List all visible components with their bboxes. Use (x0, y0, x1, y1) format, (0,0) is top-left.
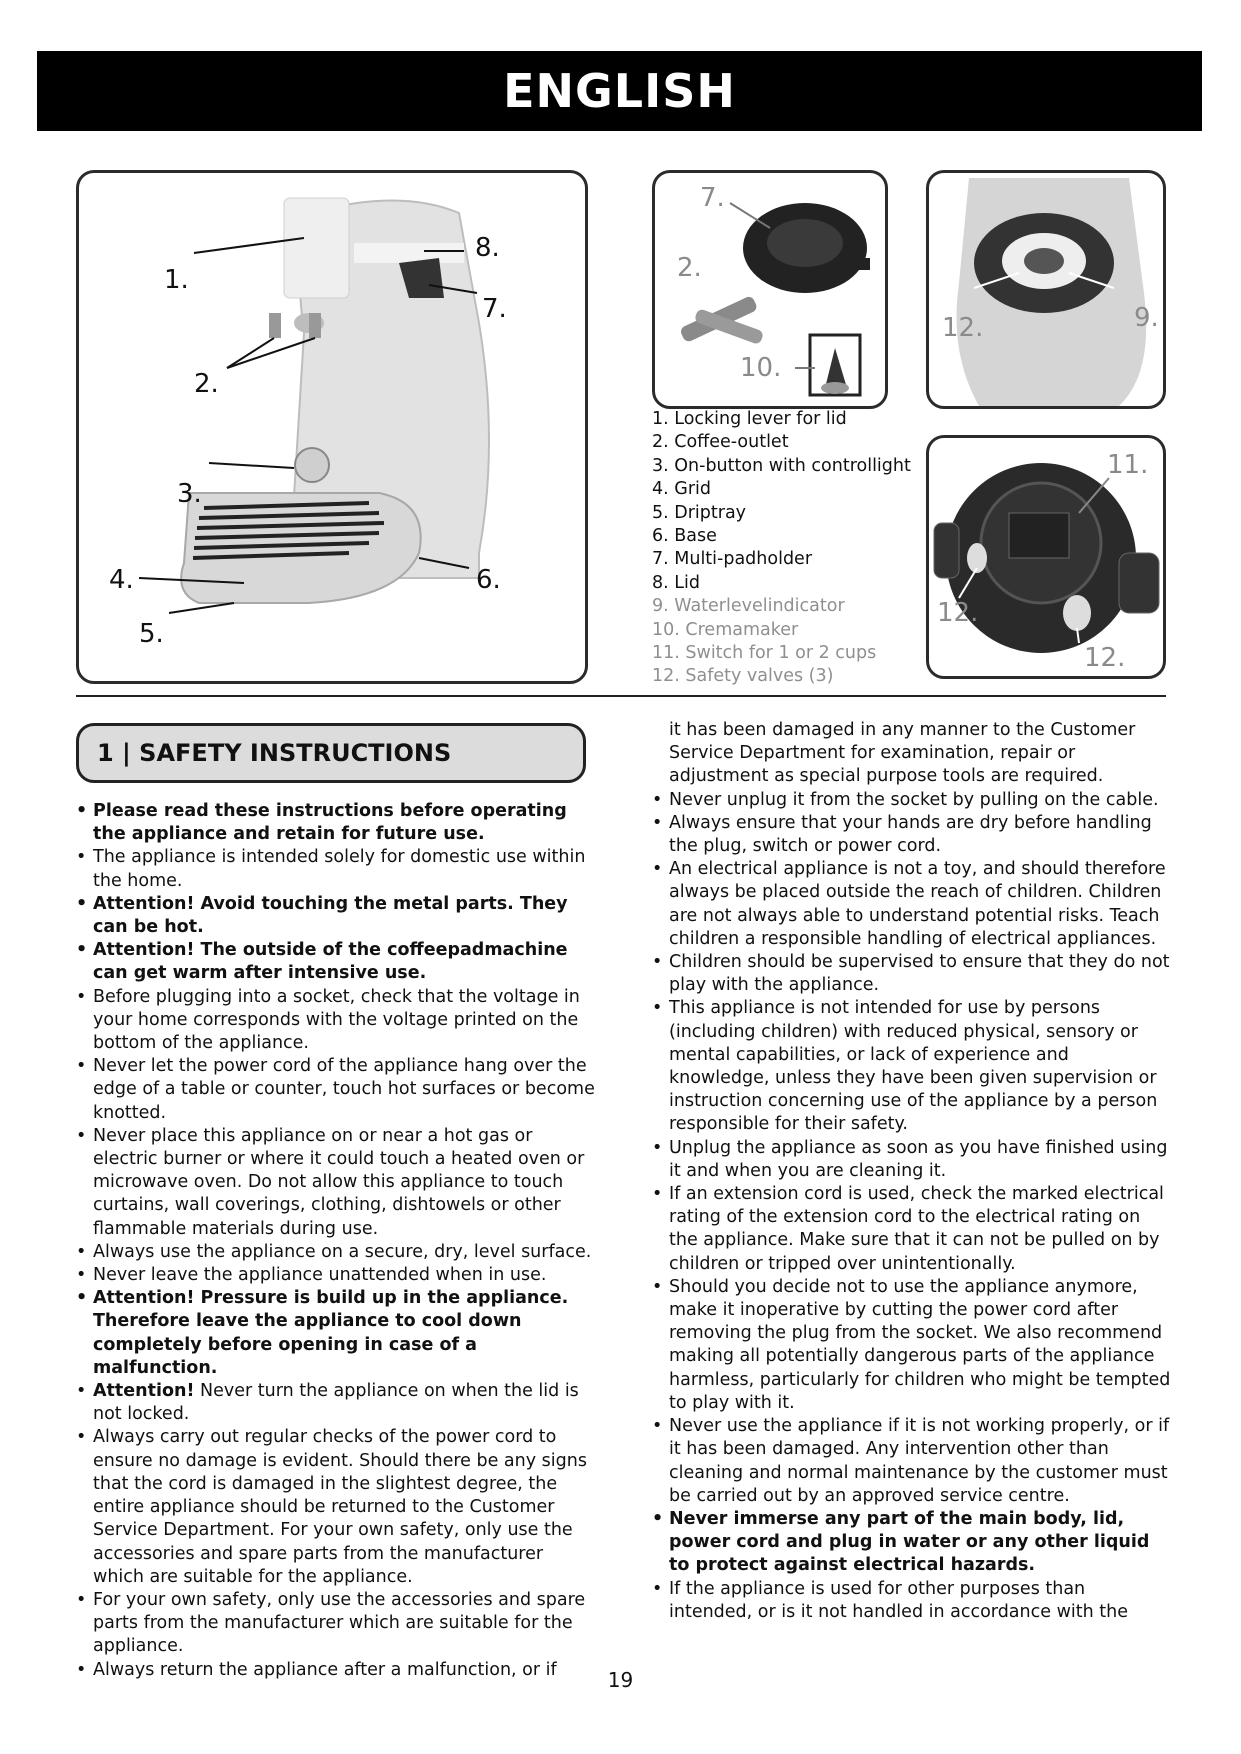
lid-photo (926, 435, 1166, 679)
legend-item: 4. Grid (652, 479, 711, 500)
section-divider (76, 695, 1166, 697)
header-bar (37, 51, 1202, 131)
list-item-text: Never turn the appliance on when the lid is not locked. (93, 1381, 579, 1425)
list-item (76, 1380, 596, 1426)
callout-12-top: 12. (942, 313, 984, 343)
list-item: • Always return the appliance after a malfunction, or if (76, 1659, 596, 1682)
list-item: • Attention! Pressure is build up in the appliance. Therefore leave the appliance to cool down completely before opening in case of a malfunction. (76, 1287, 596, 1380)
parts-legend (652, 408, 962, 689)
list-item: • Never let the power cord of the appliance hang over the edge of a table or counter, touch hot surfaces or become knotted. (76, 1055, 596, 1125)
list-item: • Always ensure that your hands are dry before handling the plug, switch or power cord. (652, 812, 1172, 858)
list-item: • Should you decide not to use the appliance anymore, make it inoperative by cutting the power cord after removing the plug from the socket. We also recommend making all potentially dangerous parts of the appliance harmless, particularly for children who might be tempted to play with it. (652, 1276, 1172, 1415)
legend-item: 10. Cremamaker (652, 619, 799, 640)
callout-3: 3. (177, 479, 202, 509)
callout-6: 6. (476, 565, 501, 595)
legend-item: 12. Safety valves (3) (652, 666, 834, 687)
list-item: • Attention! The outside of the coffeepadmachine can get warm after intensive use. (76, 939, 596, 985)
section-title: 1 | SAFETY INSTRUCTIONS (97, 739, 452, 767)
page-number: 19 (607, 1668, 634, 1692)
list-item: • Never leave the appliance unattended when in use. (76, 1264, 596, 1287)
section-header (76, 723, 586, 783)
callout-2: 2. (194, 369, 219, 399)
top-view-photo (926, 170, 1166, 409)
callout-4: 4. (109, 565, 134, 595)
list-item: • Before plugging into a socket, check that the voltage in your home corresponds with the voltage printed on the bottom of the appliance. (76, 986, 596, 1056)
list-item: • If the appliance is used for other purposes than intended, or is it not handled in accordance with the (652, 1578, 1172, 1624)
callout-9-top: 9. (1134, 303, 1159, 333)
list-item: • Always carry out regular checks of the power cord to ensure no damage is evident. Should there be any signs that the cord is damaged in the slightest degree, the entire appliance should be returned to the Customer Service Department. For your own safety, only use the accessories and spare parts from the manufacturer which are suitable for the appliance. (76, 1426, 596, 1588)
attention-label: Attention! (93, 1381, 195, 1402)
callout-1: 1. (164, 265, 189, 295)
legend-item: 6. Base (652, 526, 717, 547)
list-item-continuation: it has been damaged in any manner to the Customer Service Department for examination, repair or adjustment as special purpose tools are required. (669, 720, 1136, 787)
callout-8: 8. (475, 233, 500, 263)
list-item: • Never use the appliance if it is not working properly, or if it has been damaged. Any intervention other than cleaning and normal maintenance by the customer must be carried out by an approved service centre. (652, 1415, 1172, 1508)
list-item: • Never immerse any part of the main body, lid, power cord and plug in water or any other liquid to protect against electrical hazards. (652, 1508, 1172, 1578)
safety-list-left (76, 800, 596, 1682)
list-item: • Please read these instructions before operating the appliance and retain for future use. (76, 800, 596, 846)
legend-item: 7. Multi-padholder (652, 549, 813, 570)
callout-12-lid-bottom: 12. (1084, 643, 1126, 673)
callout-2-pad: 2. (677, 253, 702, 283)
callout-12-lid-left: 12. (937, 598, 979, 628)
legend-item: 3. On-button with controllight (652, 455, 911, 476)
page-title: ENGLISH (503, 64, 736, 118)
legend-item: 9. Waterlevelindicator (652, 596, 845, 617)
list-item: • Children should be supervised to ensure that they do not play with the appliance. (652, 951, 1172, 997)
list-item: • Attention! Avoid touching the metal parts. They can be hot. (76, 893, 596, 939)
list-item: • An electrical appliance is not a toy, and should therefore always be placed outside the reach of children. Children are not always able to understand potential risks. Teach children a responsible handling of electrical appliances. (652, 858, 1172, 951)
padholder-photo (652, 170, 888, 409)
list-item: • If an extension cord is used, check the marked electrical rating of the extension cord to the electrical rating on the appliance. Make sure that it can not be pulled on by children or tripped over unintentionally. (652, 1183, 1172, 1276)
list-item: • The appliance is intended solely for domestic use within the home. (76, 846, 596, 892)
list-item: • This appliance is not intended for use by persons (including children) with reduced physical, sensory or mental capabilities, or lack of experience and knowledge, unless they have been given supervision or instruction concerning use of the appliance by a person responsible for their safety. (652, 997, 1172, 1136)
safety-list-right (652, 719, 1172, 1624)
appliance-figure (76, 170, 588, 684)
list-item: • Never unplug it from the socket by pulling on the cable. (652, 789, 1172, 812)
callout-10-pad: 10. (740, 353, 782, 383)
top-view-illustration (929, 173, 1163, 406)
callout-11-lid: 11. (1107, 450, 1149, 480)
list-item: • For your own safety, only use the accessories and spare parts from the manufacturer which are suitable for the appliance. (76, 1589, 596, 1659)
list-item: • Unplug the appliance as soon as you have finished using it and when you are cleaning it. (652, 1137, 1172, 1183)
legend-item: 2. Coffee-outlet (652, 432, 789, 453)
legend-item: 8. Lid (652, 572, 700, 593)
callout-5: 5. (139, 619, 164, 649)
list-item: • Always use the appliance on a secure, dry, level surface. (76, 1241, 596, 1264)
callout-7-pad: 7. (700, 183, 725, 213)
legend-item: 1. Locking lever for lid (652, 409, 847, 429)
callout-7: 7. (482, 294, 507, 324)
legend-item: 11. Switch for 1 or 2 cups (652, 643, 877, 664)
coffee-machine-illustration (79, 173, 585, 681)
legend-item: 5. Driptray (652, 502, 747, 523)
list-item: • Never place this appliance on or near a hot gas or electric burner or where it could touch a heated oven or microwave oven. Do not allow this appliance to touch curtains, wall coverings, clothing, dishtowels or other flammable materials during use. (76, 1125, 596, 1241)
